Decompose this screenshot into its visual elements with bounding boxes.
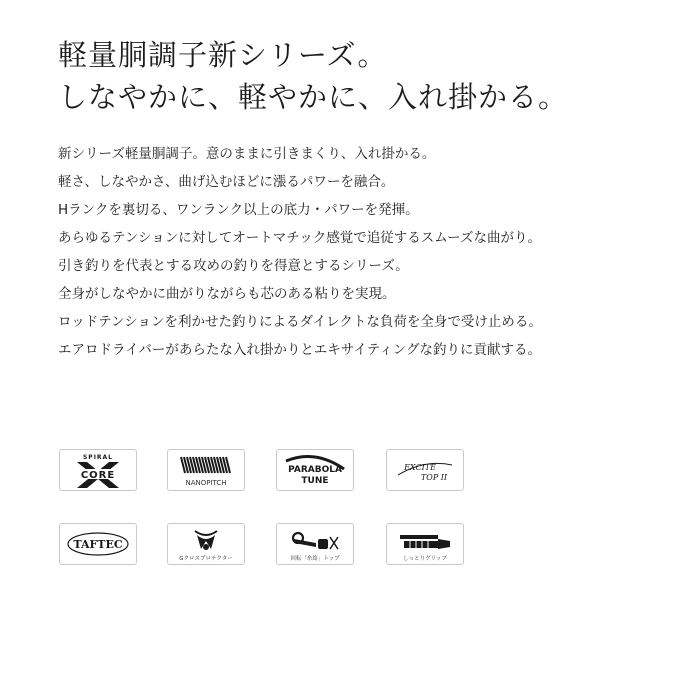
description-line: 軽さ、しなやかさ、曲げ込むほどに漲るパワーを融合。 [58,174,395,190]
parabola-tune-badge [276,449,354,491]
shittori-grip-text: しっとりグリップ [403,556,447,562]
description-line: Hランクを裏切る、ワンランク以上の底力・パワーを発揮。 [58,202,419,218]
description-line: エアロドライバーがあらたな入れ掛かりとエキサイティングな釣りに貢献する。 [58,342,542,358]
excite-top-icon [390,451,460,489]
description-line: 全身がしなやかに曲がりながらも芯のある粘りを実現。 [58,286,396,302]
excite-text: EXCITE [404,463,436,472]
taftec-text: TAFTEC [73,538,123,551]
spiral-core-top-text: SPIRAL [82,454,114,461]
nanopitch-text: NANOPITCH [185,479,227,487]
rotating-top-icon [280,525,350,563]
spiral-core-icon [63,451,133,489]
kaiten-top-text: 回転「糸絡」トップ [290,556,340,562]
description-line: 新シリーズ軽量胴調子。意のままに引きまくり、入れ掛かる。 [58,146,436,162]
kaiten-top-badge [276,523,354,565]
tune-text: TUNE [301,476,329,486]
parabola-tune-icon [280,451,350,489]
headline-line-2: しなやかに、軽やかに、入れ掛かる。 [58,80,569,114]
nanopitch-icon [171,451,241,489]
headline [58,34,568,118]
taftec-icon [63,525,133,563]
description-line: 引き釣りを代表とする攻めの釣りを得意とするシリーズ。 [58,258,409,274]
top-ii-text: TOP II [420,473,448,482]
spiral-core-main-text: CORE [80,470,116,481]
grip-icon [390,525,460,563]
nanopitch-badge [167,449,245,491]
spiral-core-badge [59,449,137,491]
parabola-text: PARABOLA [288,465,342,475]
headline-line-1: 軽量胴調子新シリーズ。 [58,38,388,72]
shittori-grip-badge [386,523,464,565]
description-line: あらゆるテンションに対してオートマチック感覚で追従するスムーズな曲がり。 [58,230,541,246]
g-cross-protector-icon [171,525,241,563]
excite-top-badge [386,449,464,491]
g-cross-protector-text: Gクロスプロテクター [179,556,233,562]
taftec-badge [59,523,137,565]
g-cross-protector-badge [167,523,245,565]
description-line: ロッドテンションを利かせた釣りによるダイレクトな負荷を全身で受け止める。 [58,314,542,330]
description-block [58,140,658,364]
